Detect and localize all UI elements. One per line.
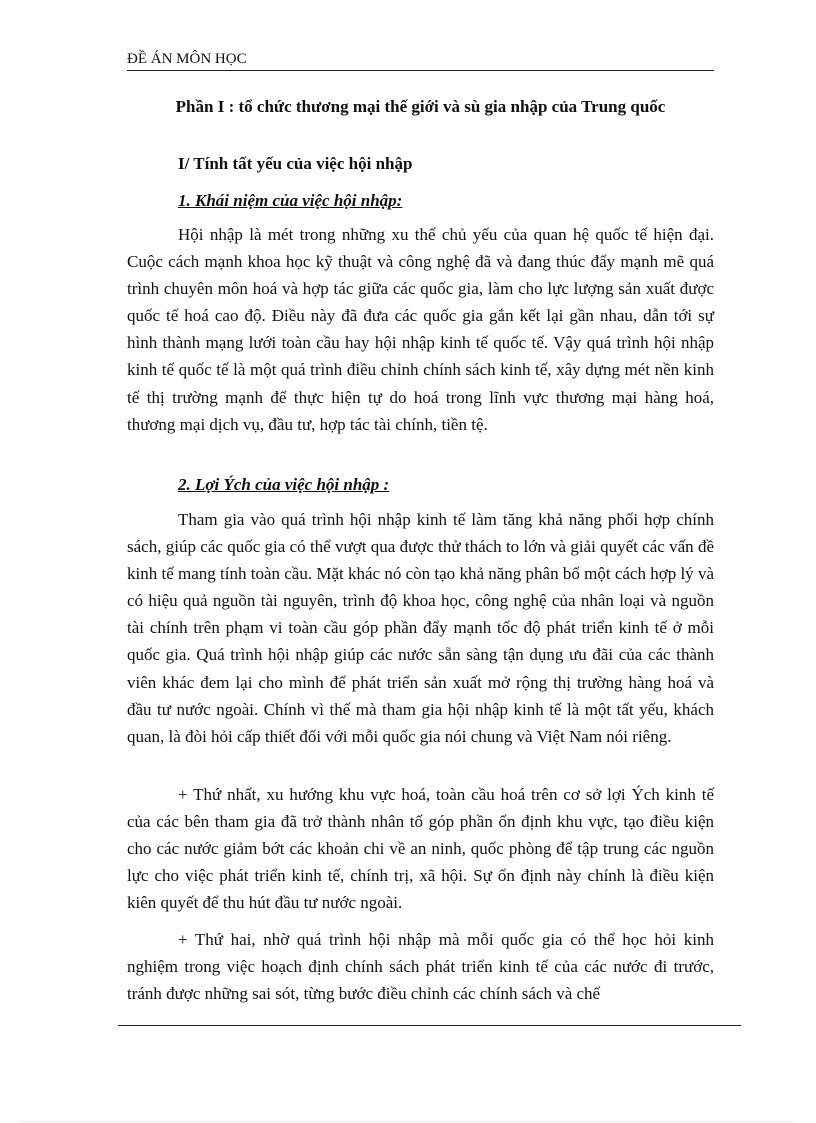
subheading-benefits: 2. Lợi Ých của việc hội nhập :: [178, 475, 390, 494]
paragraph-concept: Hội nhập là mét trong những xu thế chủ yếu của quan hệ quốc tế hiện đại. Cuộc cách mạnh khoa học kỹ thuật và công nghệ đã và đang thúc đẩy mạnh mẽ quá trình chuyên môn hoá và hợp tác giữa các quốc gia, làm cho lực lượng sản xuất được quốc tế hoá cao độ. Điều này đã đưa các quốc gia gắn kết lại gần nhau, dẫn tới sự hình thành mạng lưới toàn cầu hay hội nhập kinh tế quốc tế. Vậy quá trình hội nhập kinh tế quốc tế là một quá trình điều chỉnh chính sách kinh tế, xây dựng mét nền kinh tế thị trường mạnh để thực hiện tự do hoá trong lĩnh vực thương mại hàng hoá, thương mại dịch vụ, đầu tư, hợp tác tài chính, tiền tệ.: [127, 225, 714, 434]
footer-divider: [118, 1025, 741, 1026]
paragraph-second-point: + Thứ hai, nhờ quá trình hội nhập mà mỗi quốc gia có thể học hỏi kinh nghiệm trong việc hoạch định chính sách phát triển kinh tế của các nước đi trước, tránh được những sai sót, từng bước điều chỉnh các chính sách và chế: [127, 930, 714, 1004]
section-heading: I/ Tính tất yếu của việc hội nhập: [178, 154, 413, 173]
header-text: ĐỀ ÁN MÔN HỌC: [127, 51, 247, 67]
paragraph-benefits: Tham gia vào quá trình hội nhập kinh tế làm tăng khả năng phối hợp chính sách, giúp các quốc gia có thể vượt qua được thử thách to lớn và giải quyết các vấn đề kinh tế mang tính toàn cầu. Mặt khác nó còn tạo khả năng phân bổ một cách hợp lý và có hiệu quả nguồn tài nguyên, trình độ khoa học, công nghệ của nhân loại và nguồn tài chính trên phạm vi toàn cầu góp phần đẩy mạnh tốc độ phát triển kinh tế ở mỗi quốc gia. Quá trình hội nhập giúp các nước sẵn sàng tận dụng ưu đãi của các thành viên khác đem lại cho mình để phát triển sản xuất mở rộng thị trường hàng hoá và đầu tư nước ngoài. Chính vì thế mà tham gia hội nhập kinh tế là một tất yếu, khách quan, là đòi hỏi cấp thiết đối với mỗi quốc gia nói chung và Việt Nam nói riêng.: [127, 510, 714, 746]
document-title: Phần I : tổ chức thương mại thế giới và sù gia nhập của Trung quốc: [175, 97, 666, 116]
subheading-concept: 1. Khái niệm của việc hội nhập:: [178, 191, 403, 210]
page-header: [127, 50, 714, 71]
page-edge-divider: [20, 1121, 796, 1122]
paragraph-first-point: + Thứ nhất, xu hướng khu vực hoá, toàn cầu hoá trên cơ sở lợi Ých kinh tế của các bên tham gia đã trở thành nhân tố góp phần ổn định khu vực, tạo điều kiện cho các nước giảm bớt các khoản chi về an ninh, quốc phòng để tập trung các nguồn lực cho việc phát triển kinh tế, chính trị, xã hội. Sự ổn định này chính là điều kiện kiên quyết để thu hút đầu tư nước ngoài.: [127, 785, 714, 913]
